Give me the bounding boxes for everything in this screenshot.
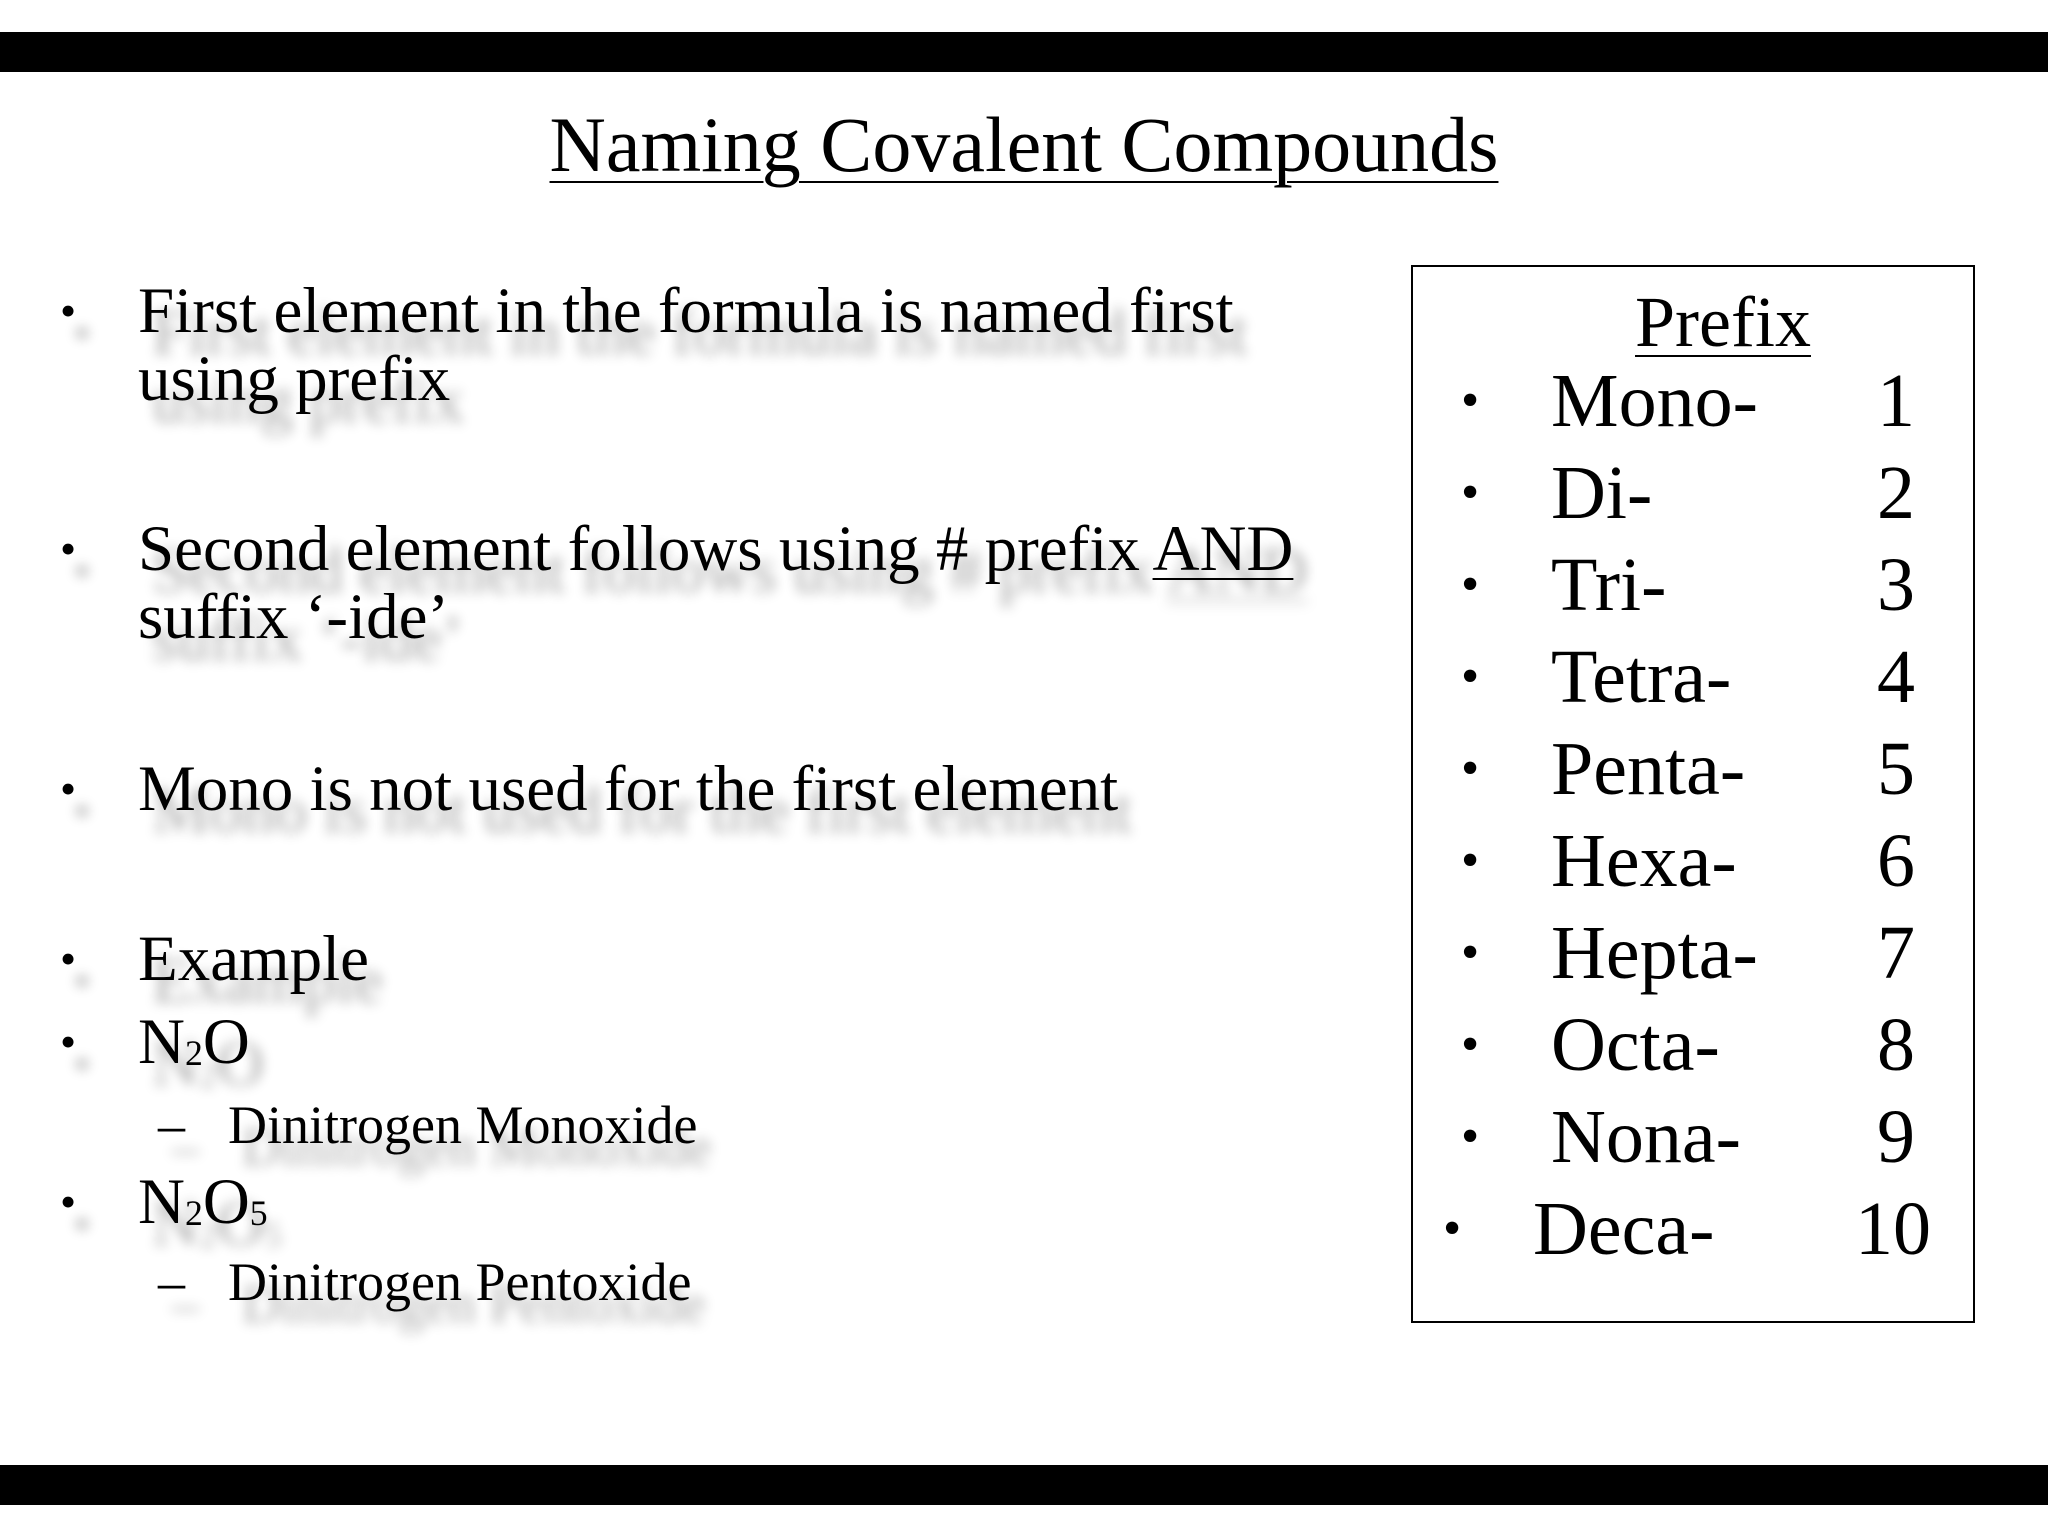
prefix-number: 1 (1877, 359, 1915, 443)
bullet-dot: • (1461, 832, 1480, 889)
prefix-number: 3 (1877, 543, 1915, 627)
prefix-name: Mono- (1551, 359, 1758, 443)
prefix-table-box (1411, 265, 1975, 1323)
prefix-number: 6 (1877, 819, 1915, 903)
bullet-dot: • (1461, 740, 1480, 797)
prefix-name: Octa- (1551, 1003, 1720, 1087)
prefix-row (1413, 1183, 1973, 1275)
prefix-row (1413, 355, 1973, 447)
chemical-formula: $N_2O_5$ (138, 1166, 268, 1238)
bullet-text-line: Mono is not used for the first element (138, 753, 1119, 825)
emphasis-and: AND (1152, 513, 1294, 585)
bullet-text-line (138, 515, 1293, 583)
prefix-row (1413, 999, 1973, 1091)
bullet-dot: • (1461, 464, 1480, 521)
bullet-dot: • (60, 1016, 77, 1067)
prefix-name: Hepta- (1551, 911, 1758, 995)
prefix-number: 7 (1877, 911, 1915, 995)
bullet-dot: • (1461, 924, 1480, 981)
prefix-number: 4 (1877, 635, 1915, 719)
prefix-row (1413, 447, 1973, 539)
bullet-dot: • (60, 763, 77, 814)
bullet-text-line: using prefix (138, 343, 451, 415)
prefix-row (1413, 815, 1973, 907)
prefix-name: Nona- (1551, 1095, 1741, 1179)
bullet-dot: • (1461, 372, 1480, 429)
prefix-number: 8 (1877, 1003, 1915, 1087)
bullet-dot: • (1461, 1016, 1480, 1073)
bullet-text-line: First element in the formula is named first (138, 275, 1234, 347)
dash-marker: – (158, 1095, 185, 1155)
prefix-name: Penta- (1551, 727, 1746, 811)
bullet-dot: • (1461, 1108, 1480, 1165)
prefix-table-title: Prefix (1635, 282, 1811, 362)
bullet-dot: • (60, 1176, 77, 1227)
prefix-number: 9 (1877, 1095, 1915, 1179)
bullet-dot: • (1461, 648, 1480, 705)
prefix-name: Di- (1551, 451, 1653, 535)
compound-name: Dinitrogen Pentoxide (228, 1252, 692, 1312)
prefix-row (1413, 539, 1973, 631)
bullet-text-line: Example (138, 923, 370, 995)
prefix-row (1413, 907, 1973, 999)
prefix-number: 10 (1855, 1187, 1931, 1271)
dash-marker: – (158, 1252, 185, 1312)
bullet-text-line: suffix ‘-ide’ (138, 581, 450, 653)
bullet-dot: • (60, 285, 77, 336)
prefix-name: Tetra- (1551, 635, 1732, 719)
prefix-row (1413, 631, 1973, 723)
chemical-formula: $N_2O$ (138, 1006, 250, 1078)
bullet-dot: • (60, 523, 77, 574)
prefix-name: Deca- (1533, 1187, 1715, 1271)
prefix-row (1413, 1091, 1973, 1183)
slide-title: Naming Covalent Compounds (549, 101, 1499, 188)
prefix-name: Hexa- (1551, 819, 1737, 903)
prefix-number: 2 (1877, 451, 1915, 535)
bullet-dot: • (60, 933, 77, 984)
bullet-dot: • (1443, 1200, 1462, 1257)
bullet-dot: • (1461, 556, 1480, 613)
compound-name: Dinitrogen Monoxide (228, 1095, 698, 1155)
prefix-number: 5 (1877, 727, 1915, 811)
prefix-row (1413, 723, 1973, 815)
bullet-text-segment: Second element follows using # prefix (138, 513, 1153, 585)
prefix-name: Tri- (1551, 543, 1667, 627)
bottom-border-bar (0, 1465, 2048, 1505)
